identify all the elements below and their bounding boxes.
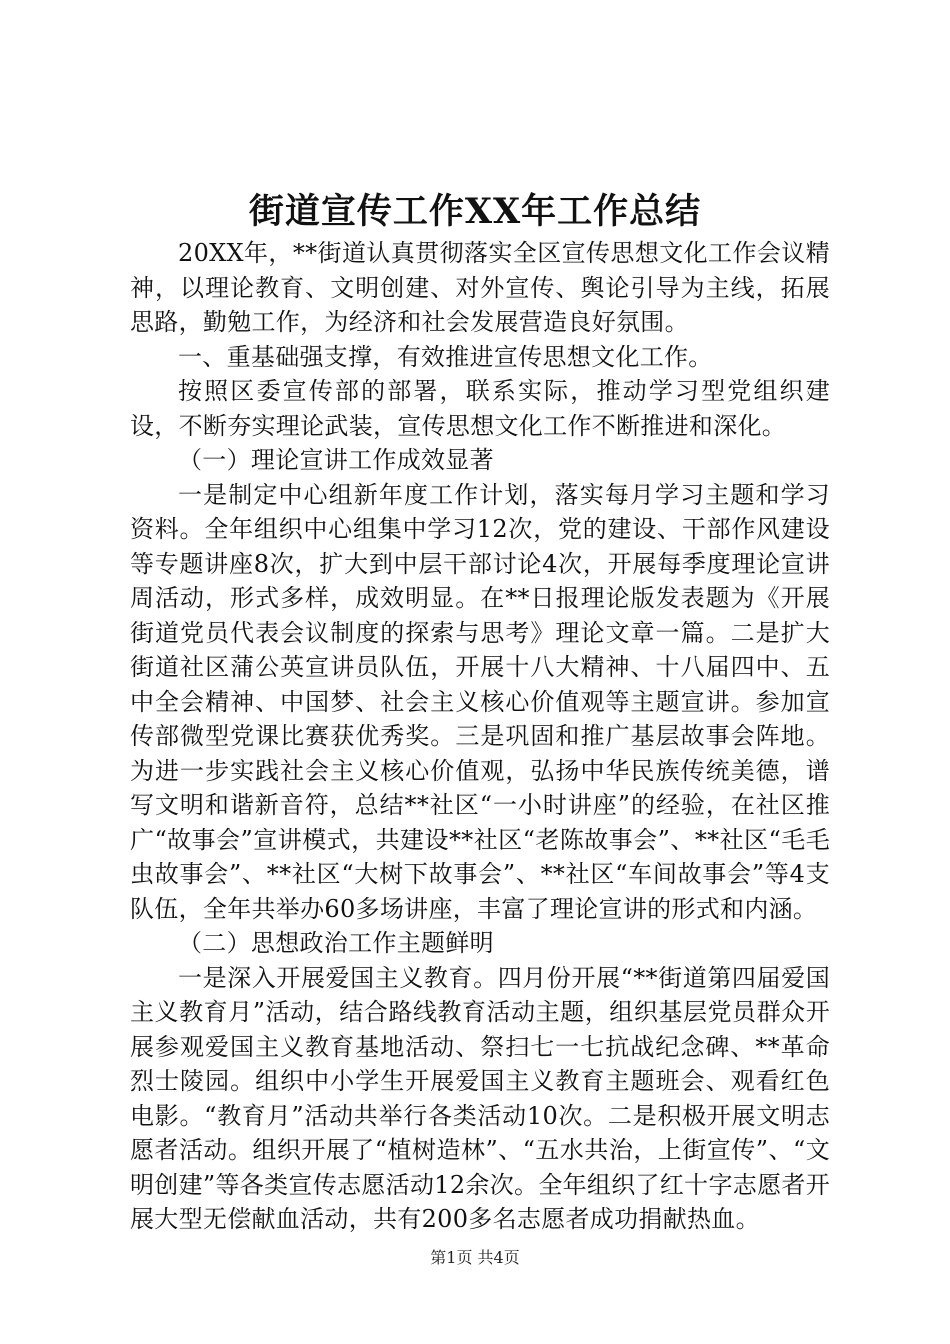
intro-paragraph: 20XX年，**街道认真贯彻落实全区宣传思想文化工作会议精神，以理论教育、文明创建、对外宣传、舆论引导为主线，拓展思路，勤勉工作，为经济和社会发展营造良好氛围。 — [130, 239, 830, 336]
page-number-footer: 第1页 共4页 — [430, 1248, 520, 1267]
theory-lecture-paragraph: 一是制定中心组新年度工作计划，落实每月学习主题和学习资料。全年组织中心组集中学习12次，党的建设、干部作风建设等专题讲座8次，扩大到中层干部讨论4次，开展每季度理论宣讲周活动，形式多样，成效明显。在**日报理论版发表题为《开展街道党员代表会议制度的探索与思考》理论文章一篇。二是扩大街道社区蒲公英宣讲员队伍，开展十八大精神、十八届四中、五中全会精神、中国梦、社会主义核心价值观等主题宣讲。参加宣传部微型党课比赛获优秀奖。三是巩固和推广基层故事会阵地。为进一步实践社会主义核心价值观，弘扬中华民族传统美德，谱写文明和谐新音符，总结**社区“一小时讲座”的经验，在社区推广“故事会”宣讲模式，共建设**社区“老陈故事会”、**社区“毛毛虫故事会”、**社区“大树下故事会”、**社区“车间故事会”等4支队伍，全年共举办60多场讲座，丰富了理论宣讲的形式和内涵。 — [130, 480, 830, 923]
document-title: 街道宣传工作XX年工作总结 — [248, 191, 702, 232]
subsection-heading-2: （二）思想政治工作主题鲜明 — [178, 929, 494, 957]
section-1-intro-paragraph: 按照区委宣传部的部署，联系实际，推动学习型党组织建设，不断夯实理论武装，宣传思想文化工作不断推进和深化。 — [130, 377, 830, 440]
subsection-heading-1: （一）理论宣讲工作成效显著 — [178, 446, 494, 474]
political-work-paragraph: 一是深入开展爱国主义教育。四月份开展“**街道第四届爱国主义教育月”活动，结合路线教育活动主题，组织基层党员群众开展参观爱国主义教育基地活动、祭扫七一七抗战纪念碑、**革命烈士陵园。组织中小学生开展爱国主义教育主题班会、观看红色电影。“教育月”活动共举行各类活动10次。二是积极开展文明志愿者活动。组织开展了“植树造林”、“五水共治，上街宣传”、“文明创建”等各类宣传志愿活动12余次。全年组织了红十字志愿者开展大型无偿献血活动，共有200多名志愿者成功捐献热血。 — [130, 963, 830, 1233]
section-heading-1: 一、重基础强支撑，有效推进宣传思想文化工作。 — [178, 342, 713, 371]
document-body — [130, 236, 830, 1237]
